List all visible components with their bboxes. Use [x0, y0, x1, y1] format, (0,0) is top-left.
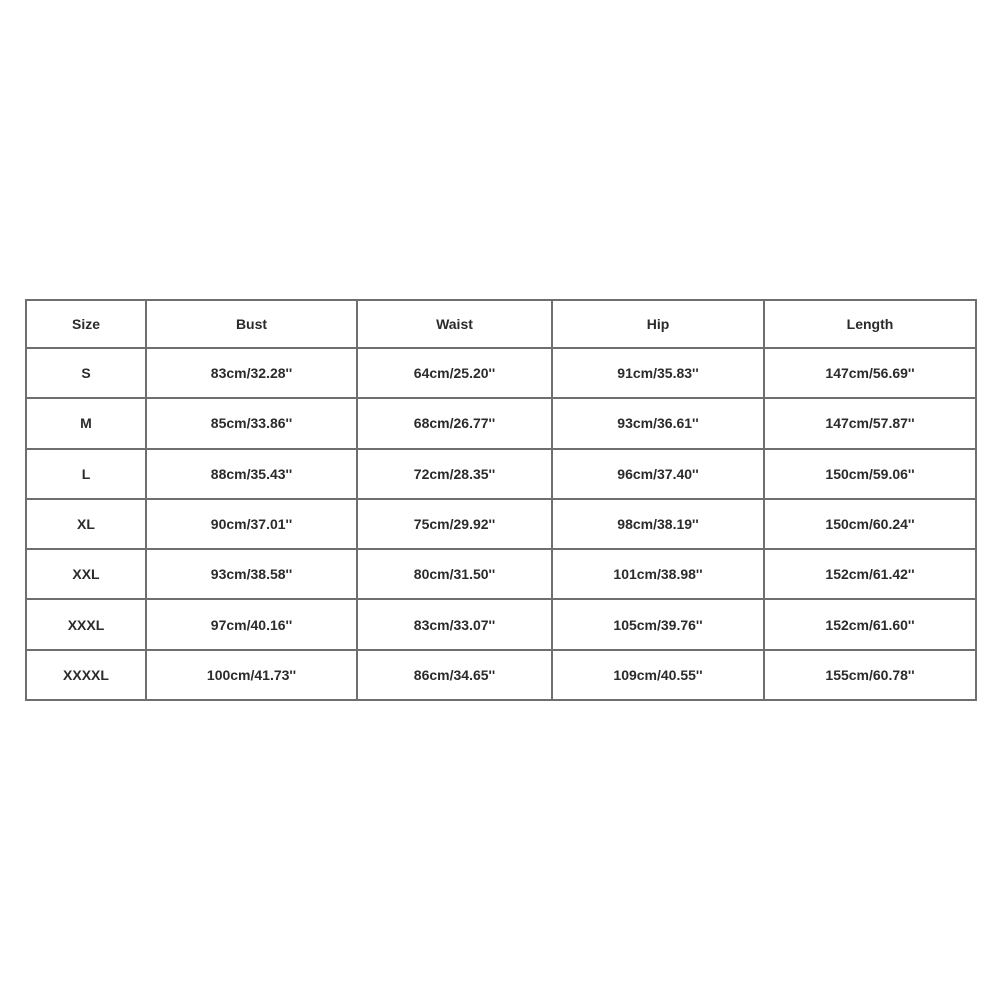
- table-row: [26, 499, 976, 549]
- cell-length: 155cm/60.78'': [764, 650, 976, 700]
- cell-bust: 90cm/37.01'': [146, 499, 357, 549]
- cell-hip: 93cm/36.61'': [552, 398, 764, 448]
- cell-waist: 80cm/31.50'': [357, 549, 552, 599]
- cell-bust: 100cm/41.73'': [146, 650, 357, 700]
- cell-hip: 105cm/39.76'': [552, 599, 764, 649]
- cell-bust: 93cm/38.58'': [146, 549, 357, 599]
- size-chart-table: [25, 299, 977, 701]
- cell-hip: 101cm/38.98'': [552, 549, 764, 599]
- cell-waist: 75cm/29.92'': [357, 499, 552, 549]
- table-row: [26, 650, 976, 700]
- cell-length: 150cm/59.06'': [764, 449, 976, 499]
- cell-bust: 83cm/32.28'': [146, 348, 357, 398]
- cell-length: 150cm/60.24'': [764, 499, 976, 549]
- table-row: [26, 348, 976, 398]
- cell-waist: 68cm/26.77'': [357, 398, 552, 448]
- table-header-row: [26, 300, 976, 348]
- cell-size: M: [26, 398, 146, 448]
- header-size: Size: [26, 300, 146, 348]
- cell-size: S: [26, 348, 146, 398]
- cell-bust: 88cm/35.43'': [146, 449, 357, 499]
- header-length: Length: [764, 300, 976, 348]
- cell-size: XXL: [26, 549, 146, 599]
- cell-bust: 97cm/40.16'': [146, 599, 357, 649]
- cell-length: 147cm/57.87'': [764, 398, 976, 448]
- cell-size: XXXXL: [26, 650, 146, 700]
- cell-hip: 109cm/40.55'': [552, 650, 764, 700]
- cell-size: XL: [26, 499, 146, 549]
- cell-hip: 91cm/35.83'': [552, 348, 764, 398]
- header-waist: Waist: [357, 300, 552, 348]
- header-hip: Hip: [552, 300, 764, 348]
- table-row: [26, 449, 976, 499]
- cell-bust: 85cm/33.86'': [146, 398, 357, 448]
- cell-waist: 64cm/25.20'': [357, 348, 552, 398]
- cell-size: XXXL: [26, 599, 146, 649]
- cell-hip: 98cm/38.19'': [552, 499, 764, 549]
- cell-waist: 72cm/28.35'': [357, 449, 552, 499]
- table-row: [26, 398, 976, 448]
- cell-hip: 96cm/37.40'': [552, 449, 764, 499]
- cell-length: 147cm/56.69'': [764, 348, 976, 398]
- cell-size: L: [26, 449, 146, 499]
- cell-length: 152cm/61.42'': [764, 549, 976, 599]
- table-row: [26, 599, 976, 649]
- header-bust: Bust: [146, 300, 357, 348]
- cell-waist: 83cm/33.07'': [357, 599, 552, 649]
- cell-length: 152cm/61.60'': [764, 599, 976, 649]
- cell-waist: 86cm/34.65'': [357, 650, 552, 700]
- table-row: [26, 549, 976, 599]
